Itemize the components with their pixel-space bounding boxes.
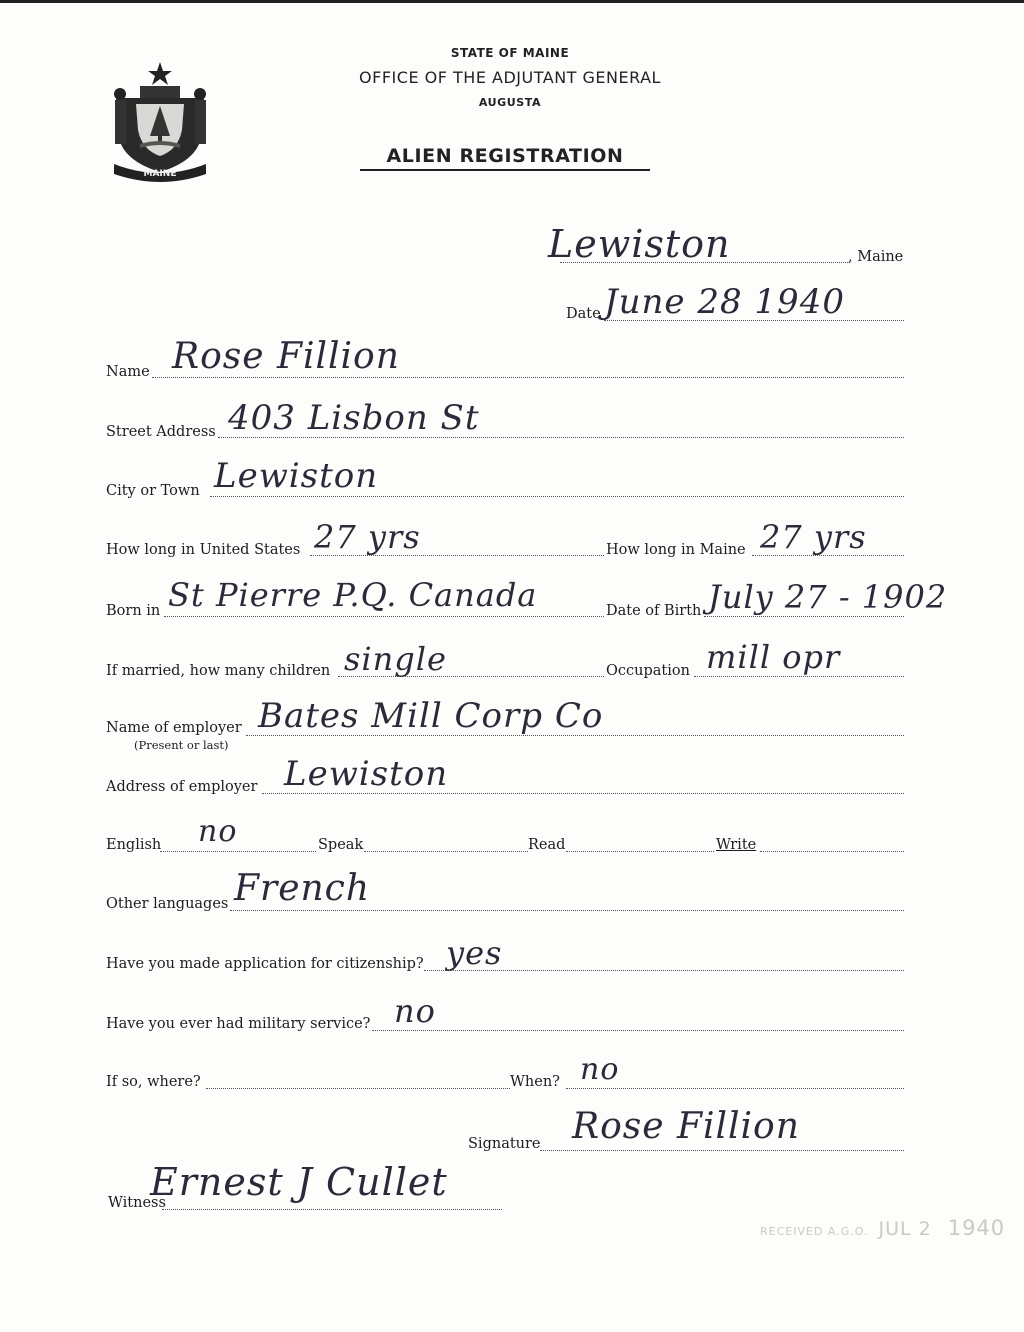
employer-sub-label: (Present or last) [134, 738, 229, 752]
married-line [338, 676, 604, 677]
employer-value: Bates Mill Corp Co [258, 696, 604, 736]
date-label: Date [566, 306, 601, 322]
when-line [566, 1088, 904, 1089]
street-value: 403 Lisbon St [228, 398, 480, 438]
speak-label: Speak [318, 837, 364, 853]
occupation-value: mill opr [706, 638, 841, 676]
read-label: Read [528, 837, 566, 853]
signature-label: Signature [468, 1136, 541, 1152]
other-languages-line [230, 910, 904, 911]
signature-line [540, 1150, 904, 1151]
when-value: no [580, 1052, 620, 1087]
how-long-maine-line [752, 555, 904, 556]
born-in-line [164, 616, 604, 617]
employer-address-line [262, 793, 904, 794]
city-label: City or Town [106, 483, 200, 499]
signature-value: Rose Fillion [572, 1106, 800, 1147]
speak-line [364, 851, 528, 852]
stamp-year: 1940 [947, 1216, 1006, 1240]
name-line [152, 377, 904, 378]
employer-label: Name of employer [106, 720, 242, 736]
maine-seal-icon [106, 60, 214, 186]
witness-line [162, 1209, 502, 1210]
witness-value: Ernest J Cullet [150, 1160, 448, 1204]
read-line [566, 851, 714, 852]
city-line [210, 496, 904, 497]
maine-label: , Maine [848, 249, 904, 265]
street-line [218, 437, 904, 438]
header-office: OFFICE OF THE ADJUTANT GENERAL [359, 68, 661, 87]
english-value: no [198, 814, 238, 849]
where-label: If so, where? [106, 1074, 201, 1090]
military-line [372, 1030, 904, 1031]
occupation-line [694, 676, 904, 677]
how-long-us-label: How long in United States [106, 542, 301, 558]
occupation-label: Occupation [606, 663, 690, 679]
city-value: Lewiston [214, 456, 379, 496]
name-label: Name [106, 364, 150, 380]
how-long-maine-label: How long in Maine [606, 542, 746, 558]
street-label: Street Address [106, 424, 216, 440]
received-stamp [760, 1216, 1005, 1240]
citizenship-line [424, 970, 904, 971]
married-label: If married, how many children [106, 663, 331, 679]
seal-label: MAINE [143, 169, 177, 179]
employer-address-value: Lewiston [284, 754, 449, 794]
how-long-us-line [310, 555, 604, 556]
write-label: Write [716, 837, 757, 853]
stamp-received: RECEIVED A.G.O. [760, 1225, 869, 1238]
military-label: Have you ever had military service? [106, 1016, 371, 1032]
form-title: ALIEN REGISTRATION [360, 145, 650, 171]
when-label: When? [510, 1074, 560, 1090]
dob-label: Date of Birth [606, 603, 702, 619]
other-languages-label: Other languages [106, 896, 229, 912]
how-long-us-value: 27 yrs [314, 518, 421, 556]
how-long-maine-value: 27 yrs [760, 518, 867, 556]
date-value: June 28 1940 [604, 282, 845, 322]
employer-line [246, 735, 904, 736]
citizenship-label: Have you made application for citizenship? [106, 956, 424, 972]
name-value: Rose Fillion [172, 336, 400, 377]
other-languages-value: French [234, 868, 371, 909]
military-value: no [394, 992, 436, 1030]
header-state: STATE OF MAINE [450, 46, 570, 60]
dob-value: July 27 - 1902 [708, 578, 948, 616]
employer-address-label: Address of employer [106, 779, 258, 795]
english-line [160, 851, 316, 852]
born-in-label: Born in [106, 603, 161, 619]
stamp-date: JUL 2 [878, 1218, 932, 1240]
date-line [604, 320, 904, 321]
scan-edge [0, 0, 1024, 3]
dob-line [704, 616, 904, 617]
place-value: Lewiston [548, 222, 731, 266]
header-city: AUGUSTA [478, 96, 542, 109]
witness-label: Witness [108, 1195, 166, 1211]
citizenship-value: yes [446, 934, 503, 972]
married-value: single [344, 640, 447, 678]
english-label: English [106, 837, 162, 853]
where-line [206, 1088, 510, 1089]
write-line [760, 851, 904, 852]
born-in-value: St Pierre P.Q. Canada [168, 576, 538, 614]
place-line [560, 262, 848, 263]
